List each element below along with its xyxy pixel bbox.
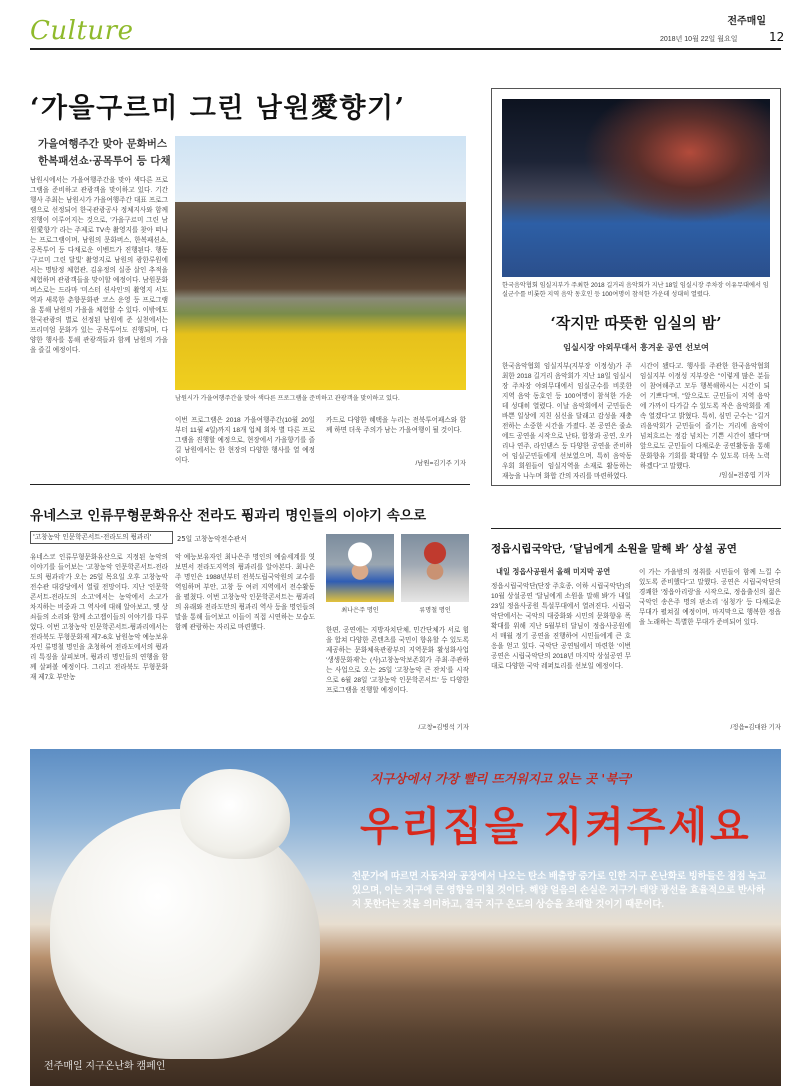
section-title: Culture — [30, 16, 134, 46]
article1-subhead-1: 가을여행주간 맞아 문화버스 — [38, 138, 168, 150]
article1-col1: 남원시에서는 가을여행주간을 맞아 색다른 프로그램을 준비하고 관광객을 맞이하고 있다. 기간 행사 주최는 남원시가 가을여행주간 대표 프로그램으로 선정되어 한국관광공사 정체지사와 함께 진행이 이루어지는 것으로, '가을구르미 그린 남원愛향기' 라는 주제로 TV속 촬영지를 찾아 떠나는 프로그램이며, 남원의 문화버스, 한복패션쇼, 공목투어 등 다채로운 이벤트가 진행된다. 행동 '구르미 그린 달빛' 촬영지로 남원의 광한루원에서는 명탐정 체험관, 김유정의 실종 살인 추적을 체험하며 관광객들을 맞이할 예정이다. 남원문화버스로는 드라마 '미스터 션샤인'의 촬영지 서도역과 새록한 춘향문화관 코스 운영 등 프로그램을 통해 남원의 가을을 체험할 수 있다. 이밖에도 한국관광의 별로 선정된 남원에 준 실천에서는 프리미엄 문화가 있는 공목투어도 진행되며, 다양한 행사를 통해 관광객들과 함께 남원의 가을을 즐길 예정이다. — [30, 177, 168, 354]
page-number: 12 — [769, 30, 785, 44]
article4-top-rule — [491, 528, 781, 529]
article3-subhead-box: '고창농악 인문학콘서트-전라도의 퓡과리' — [30, 531, 173, 544]
article3-headline: 유네스코 인류무형문화유산 전라도 퓡과리 명인들의 이야기 속으로 — [30, 508, 427, 524]
article4-col1: 정읍시립국악단(단장 주호종, 이하 시립국악단)의 10월 상설공연 '달님에게 소원을 말해 봐'가 내일 23일 정읍사공원 특설무대에서 열려진다. 시립국악단에서는 국악의 대중화와 시민의 문화향유 폭 확대를 위해 지난 5월부터 달님이 정읍사공원에서 매월 정기 공연을 진행하여 시민들에게 큰 호응을 얻고 있다. 국악단 공연팀에서 마련한 '이번 공연은 시립국악단의 2018년 마지막 상설공연 무대로 다양한 국악 레퍼토리를 선보일 예정이다. — [491, 583, 631, 670]
article3-portrait-2-caption: 류명철 명인 — [419, 607, 451, 614]
article3-byline: /고창=김병석 기자 — [418, 724, 469, 731]
article2-photo-caption: 한국음악협회 임실지부가 주최한 2018 길거리 음악회가 지난 18일 임실시장 주차장 이유무대에서 임실군수를 비롯한 지역 음악 동호인 등 100여명이 참석한 가운데 성대히 열렸다. — [502, 282, 769, 298]
ad-headline: 우리집을 지켜주세요 — [360, 804, 752, 850]
article3-portrait-1 — [326, 534, 394, 602]
polar-bear-image — [50, 809, 320, 1059]
article4-headline: 정읍시립국악단, ‘달님에게 소원을 말해 봐’ 상설 공연 — [491, 543, 737, 555]
ad-tagline: 지구상에서 가장 빨리 뜨거워지고 있는 곳 '북극' — [370, 771, 634, 786]
article3-portrait-2 — [401, 534, 469, 602]
issue-date: 2018년 10월 22일 월요일 — [660, 36, 738, 43]
article4-subhead: 내일 정읍사공원서 올해 미지막 공연 — [496, 567, 611, 576]
article1-photo-caption: 남원시가 가을여행주간을 맞아 색다른 프로그램을 준비하고 관광객을 맞이하고 있다. — [175, 395, 400, 402]
article1-byline: /남원=김기주 기자 — [415, 460, 466, 467]
article3-portrait-1-caption: 최나은주 명인 — [341, 607, 379, 614]
climate-campaign-ad — [30, 749, 781, 1086]
article2-headline: ‘작지만 따뜻한 임실의 밤’ — [550, 314, 722, 332]
article4-byline: /정읍=김대완 기자 — [730, 724, 781, 731]
article1-col2: 이번 프로그램은 2018 가을여행주간(10월 20일부터 11월 4일)까지 18개 업체 회차 별 다른 프로그램을 진행할 예정으로, 현장에서 가을향기를 즐길 남원에서는 한 현장의 다양한 행사를 열 예정이다. — [175, 417, 315, 464]
article2-col1: 한국음악협회 임실지부(지부장 이정성)가 주최한 2018 길거리 음악회가 지난 18일 임실시장 주차장 야외무대에서 임실군수를 비롯한 지역 음악 동호인 등 100여명이 참석한 가운데 성대히 열렸다. 이날 음악회에서 군민들은 바쁜 일상에 지친 심신을 달래고 감성을 재충전하는 소중한 시간을 가졌다. 본 공연은 줄쇼에드 공연을 시작으로 난타, 합창과 공연, 오카리나 연주, 라인댄스 등 다양한 공연을 준비하여 임실군민들에게 선보였으며, 특히 음악동우회 회원들이 임실지역을 소재로 활동하는 재능을 나누며 화합 간의 자리를 마련하였다. — [502, 363, 632, 480]
article2-photo — [502, 99, 770, 277]
article2-subhead: 임실시장 야외무대서 흥겨운 공연 선보여 — [563, 342, 709, 352]
article3-top-rule — [30, 484, 470, 485]
article1-col3: 카드로 다양한 혜택을 누리는 전북투어패스와 함께 하면 더욱 주의가 남는 가을여행이 될 것이다. — [326, 417, 466, 434]
article1-headline: ‘가을구르미 그린 남원愛향기’ — [30, 93, 406, 124]
article3-col1: 유네스코 인류무형문화유산으로 지정된 농악의 이야기를 들어보는 '고창농악 인문학콘서트-전라도의 퓡과리'가 오는 25일 목요일 오후 고창농악전수관 대강당에서 열릴 전망이다. 지난 '인문학 콘서트-전라도의 소고'에서는 농악에서 소고가 차지하는 비중과 그 역사에 대해 알아보고, 옛 상쇠들의 소리와 함께 소고잽이들의 이야기를 다루었다. 이번 고창농악 인문학콘서트-퓡과리에서는 전라북도 무형문화재 제7-6호 남원농악 예능보유자인 류명철 명인을 초청하여 전라도에서의 퓡과리 특징을 살피보며, 퓡과리 명인들의 연행을 함께 살펴볼 예정이다. 그리고 전라북도 무형문화재 제7호 부안농 — [30, 554, 168, 681]
ad-credit: 전주매일 지구온난화 캠페인 — [44, 1061, 166, 1072]
article4-col2: 이 가는 가을밤의 정취를 시민들이 함께 느낄 수 있도록 준비했다"고 말했다. 공연은 시립국악단의 경쾌한 '정읍아리랑'을 시작으로, 정읍출신의 젊은 국악인 송은주 명의 판소리 '심청가' 등 다채로운 무대가 펼쳐질 예정이며, 마지막으로 행복한 정읍을 노래하는 특별한 무대가 준비되어 있다. — [639, 569, 781, 626]
ad-body-text: 전문가에 따르면 자동차와 공장에서 나오는 탄소 배출량 증가로 인한 지구 온난화로 빙하들은 점점 녹고 있으며, 이는 지구에 큰 영향을 미칠 것이다. 해양 얼음의 손실은 지구가 태양 광선을 효율적으로 반사하지 못한다는 것을 의미하고, 결국 지구 온도의 상승을 초래할 것이기 때문이다. — [352, 870, 767, 909]
article2-byline: /임실=전종엽 기자 — [719, 472, 770, 479]
article2-col2: 시간이 됐다고. 행사를 주관한 한국음악협회 임실지부 이정성 지부장은 "이렇게 많은 분들이 참여해주고 모두 행복해하시는 시간이 되어 기쁘다"며, "앞으로도 군민들이 지역 음악에 가까이 다가갈 수 있도록 작은 음악회를 계속 열겠다"고 밝혔다. 특히, 심민 군수는 "길거리음악회가 군민들이 즐기는 거리에 음악이 넘쳐흐르는 정감 넘치는 기쁜 시간이 됐다"며 앞으로도 군민들이 다채로운 공연활동을 통해 문화향유 기회를 확대할 수 있도록 더욱 노력하겠다"고 말했다. — [640, 363, 770, 470]
header-rule — [30, 48, 781, 50]
polar-bear-head — [180, 769, 290, 859]
article1-photo — [175, 136, 466, 390]
article3-col2: 악 예능보유자인 최나은주 명인의 예술세계를 엿보면서 전라도지역의 퓡과리를 알아본다. 최나은주 명인은 1988년부터 전북도립국악원의 교수를 역임하며 부안, 고창 등 여러 지역에서 전수활동을 펼쳤다. 이번 고창농악 인문학콘서트는 퓡과리의 유래와 전라도만의 퓡과리 역사 등을 명인들의 말을 통해 들어보고 이들이 직접 시연하는 모습도 함께 관람하는 자리로 마련했다. — [175, 554, 315, 631]
article1-subhead-2: 한복패션쇼·공목투어 등 다채 — [38, 155, 171, 167]
article3-subhead-text: 25일 고창농악전수관서 — [177, 535, 247, 543]
article3-col3: 한편, 공연에는 지방자치단체, 민간단체가 서로 힘을 합쳐 다양한 콘텐츠를 국민이 향유할 수 있도록 제공하는 문화체육관광부의 지역문화 활성화사업 '생생문화재'는 (사)고창농악보존회가 주최·주관하는 사업으로 오는 25일 '고창농악 큰 잔치'를 시작으로 6월 28일 '고창농악 인문학콘서트' 등 다양한 프로그램을 진행할 예정이다. — [326, 627, 469, 694]
masthead: 전주매일 — [727, 16, 766, 27]
